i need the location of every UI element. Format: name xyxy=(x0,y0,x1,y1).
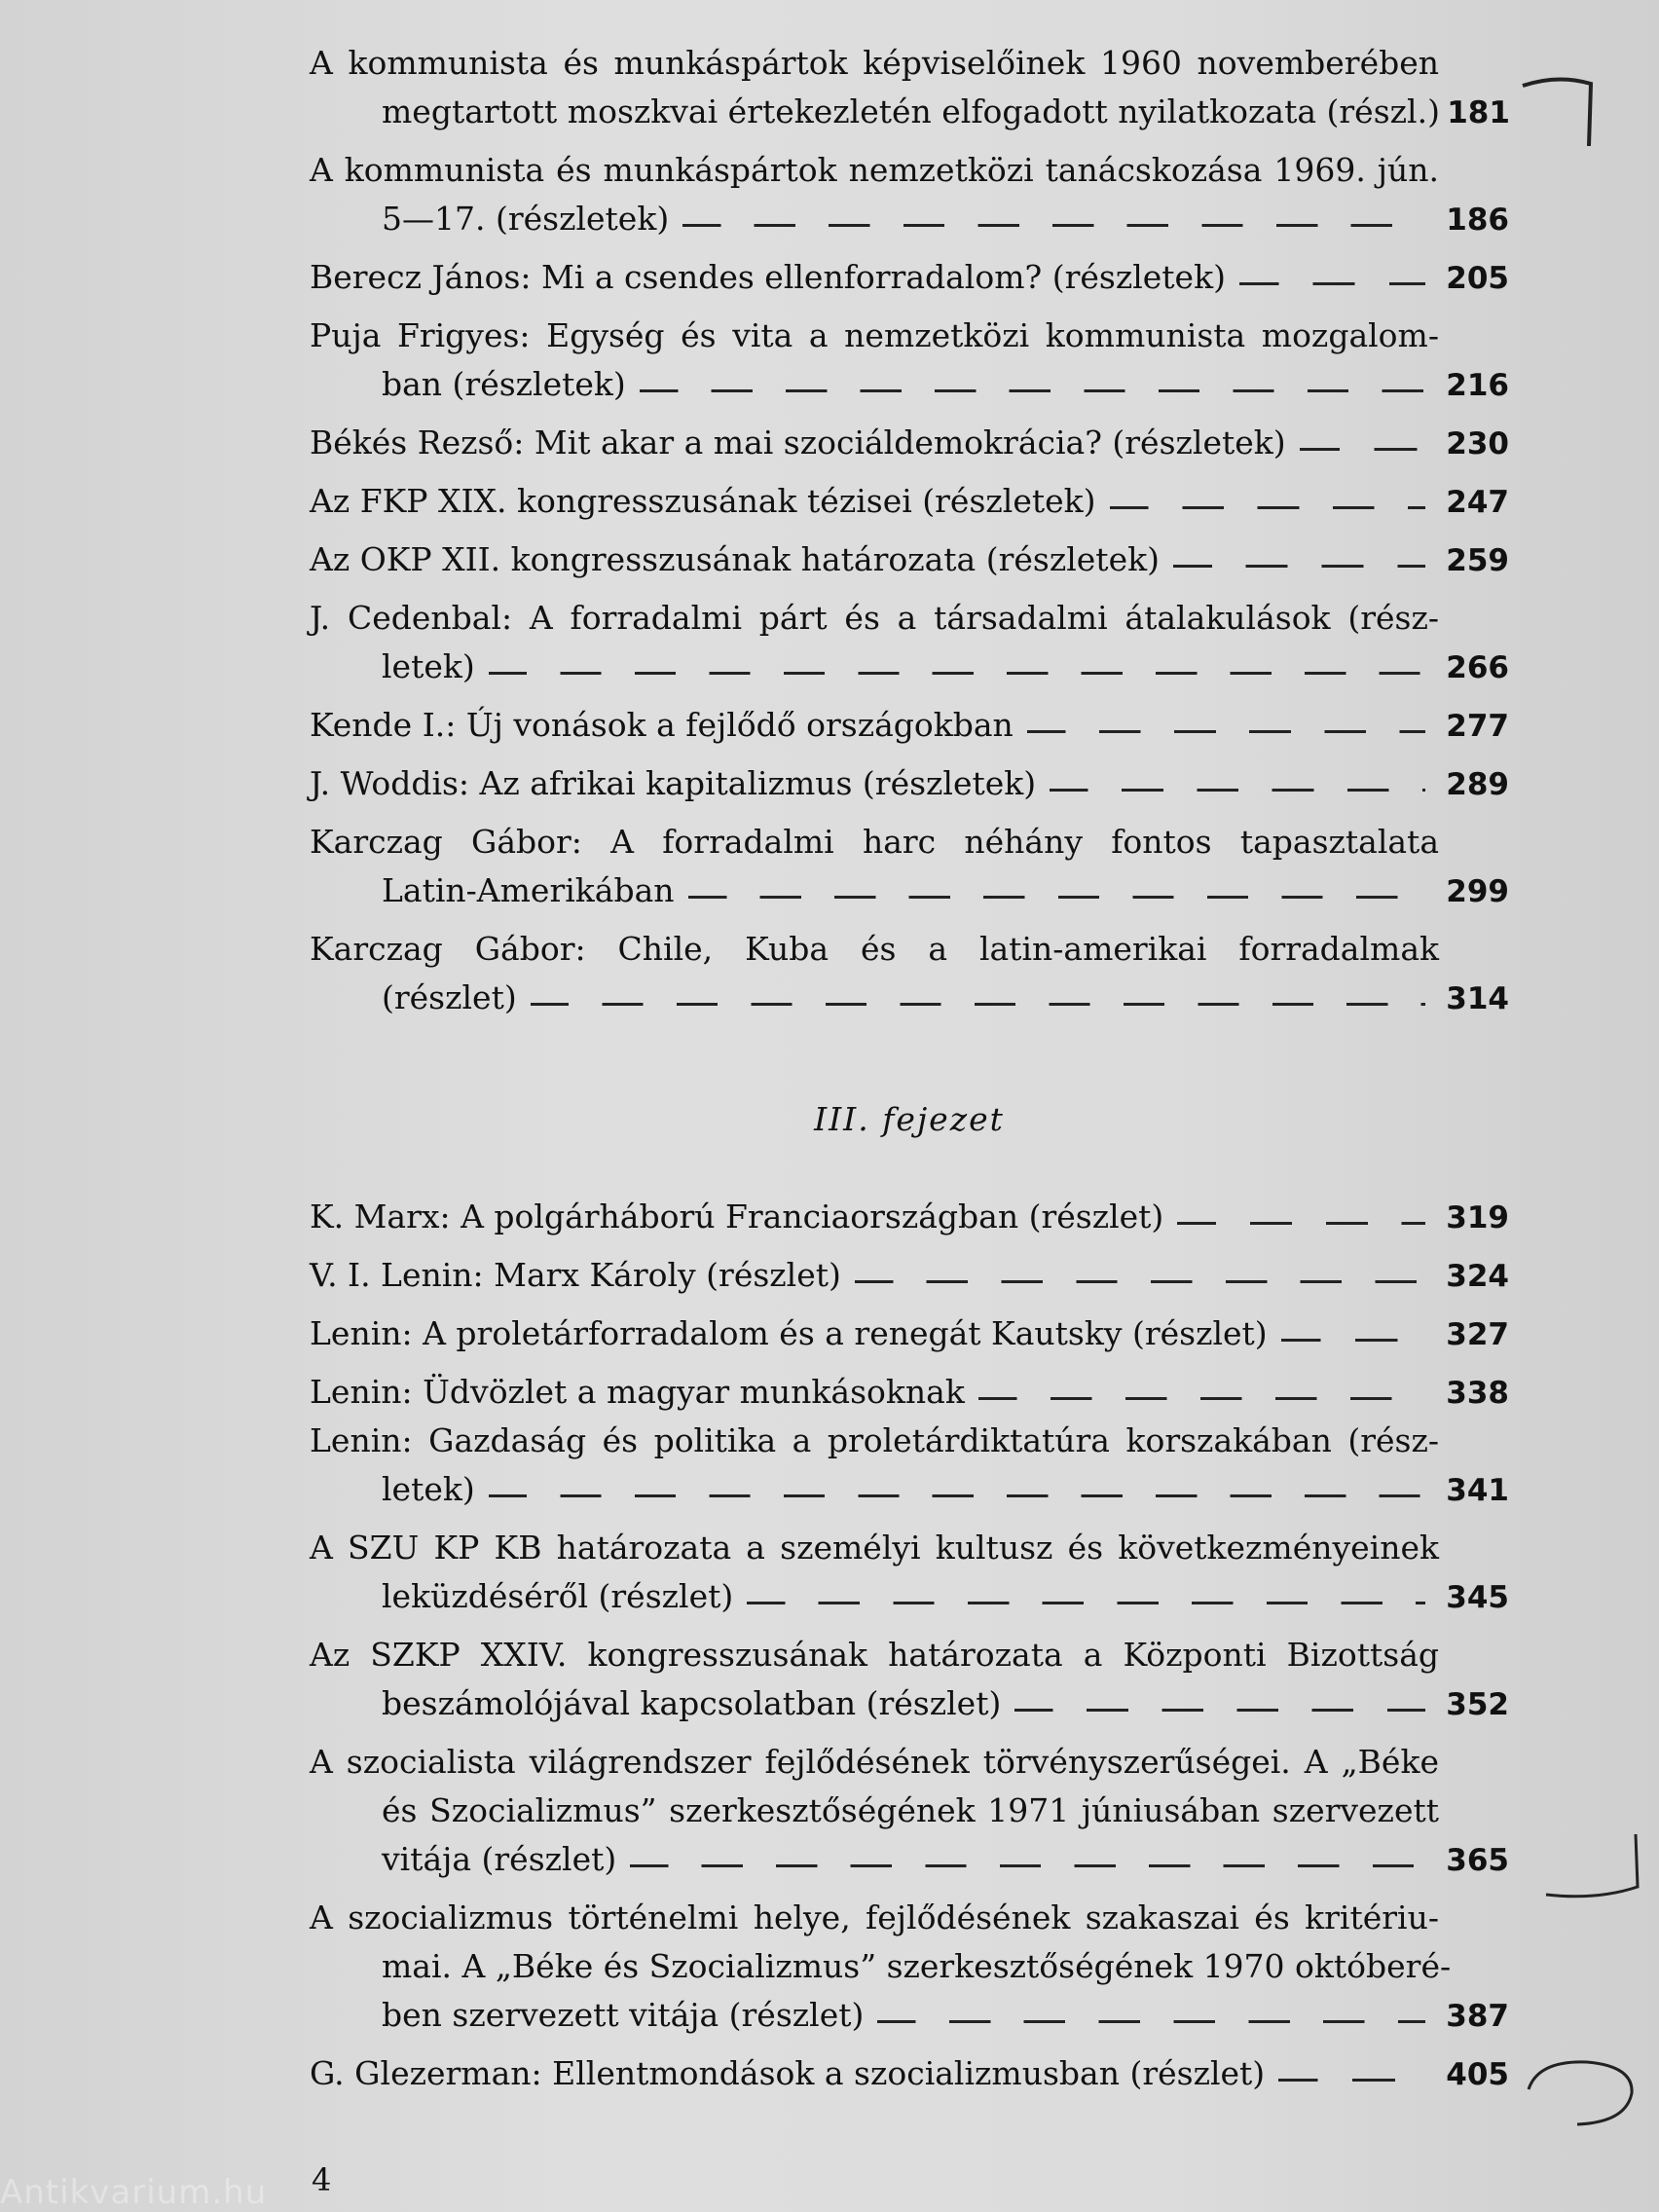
toc-page-number: 277 xyxy=(1446,709,1509,744)
toc-entry-line xyxy=(310,1465,1509,1514)
toc-entry-text: Latin-Amerikában xyxy=(382,871,675,909)
toc-entry xyxy=(310,594,1509,691)
toc-entry xyxy=(310,535,1509,584)
leader-dashes xyxy=(531,1003,1425,1006)
toc-page-number: 289 xyxy=(1446,767,1509,802)
toc-page-number: 205 xyxy=(1446,261,1509,296)
toc-entry xyxy=(310,1894,1509,2040)
toc-page-number: 299 xyxy=(1446,874,1509,909)
toc-entry-line xyxy=(310,701,1509,750)
toc-entry-text: letek) xyxy=(382,647,475,685)
toc-entry-text: Lenin: Üdvözlet a magyar munkásoknak xyxy=(310,1373,965,1411)
leader-dashes xyxy=(1278,2079,1425,2082)
toc-entry-line xyxy=(310,818,1509,866)
leader-dashes xyxy=(877,2020,1425,2023)
toc-page-number: 405 xyxy=(1446,2057,1509,2092)
toc-entry-text: K. Marx: A polgárháború Franciaországban (részlet) xyxy=(310,1198,1164,1235)
leader-dashes xyxy=(1239,282,1425,285)
toc-entry xyxy=(310,419,1509,467)
toc-entry-text: mai. A „Béke és Szocializmus” szerkesztőségének 1970 októberé- xyxy=(382,1947,1452,1985)
toc-page-number: 247 xyxy=(1446,485,1509,520)
toc-entry xyxy=(310,1368,1509,1417)
toc-entry xyxy=(310,39,1509,136)
toc-entry-text: és Szocializmus” szerkesztőségének 1971 júniusában szervezett xyxy=(382,1791,1439,1829)
toc-entry-line xyxy=(310,1251,1509,1300)
toc-page-number: 181 xyxy=(1447,95,1510,130)
leader-dashes xyxy=(1014,1709,1425,1712)
toc-entry-text: Berecz János: Mi a csendes ellenforradalom? (részletek) xyxy=(310,258,1226,296)
toc-entry-text: A SZU KP KB határozata a személyi kultusz és következményeinek xyxy=(310,1529,1439,1567)
toc-entry-line xyxy=(310,1368,1509,1417)
toc-entry-text: letek) xyxy=(382,1470,475,1508)
leader-dashes xyxy=(489,672,1425,675)
leader-dashes xyxy=(1281,1339,1425,1342)
toc-entry-line xyxy=(310,1991,1509,2040)
pen-circle-mark-405 xyxy=(1519,2054,1645,2132)
leader-dashes xyxy=(1050,789,1425,792)
leader-dashes xyxy=(682,224,1425,227)
page-number: 4 xyxy=(312,2161,332,2198)
toc-entry-text: A kommunista és munkáspártok nemzetközi tanácskozása 1969. jún. xyxy=(310,151,1439,189)
toc-entry-line xyxy=(310,1894,1509,1942)
toc-entry xyxy=(310,1524,1509,1621)
toc-page-number: 338 xyxy=(1446,1376,1509,1411)
toc-entry-line xyxy=(310,39,1509,88)
toc-entry-text: J. Woddis: Az afrikai kapitalizmus (részletek) xyxy=(310,764,1037,802)
toc-entry-text: A szocializmus történelmi helye, fejlődésének szakaszai és kritériu- xyxy=(310,1899,1439,1936)
toc-page-number: 230 xyxy=(1446,426,1509,461)
toc-page-number: 327 xyxy=(1446,1317,1509,1352)
toc-entry-text: Puja Frigyes: Egység és vita a nemzetközi kommunista mozgalom- xyxy=(310,316,1439,354)
leader-dashes xyxy=(688,896,1425,899)
section-heading: III. fejezet xyxy=(814,1100,1005,1138)
toc-page-number: 314 xyxy=(1446,981,1509,1016)
toc-entry-text: Lenin: Gazdaság és politika a proletárdiktatúra korszakában (rész- xyxy=(310,1421,1439,1459)
toc-entry-text: Az FKP XIX. kongresszusának tézisei (részletek) xyxy=(310,482,1096,520)
toc-entry-text: ben szervezett vitája (részlet) xyxy=(382,1996,865,2034)
toc-entry-line xyxy=(310,1942,1509,1991)
toc-entry-text: Karczag Gábor: A forradalmi harc néhány fontos tapasztalata xyxy=(310,823,1439,861)
toc-entry-line xyxy=(310,925,1509,974)
toc-entry-line xyxy=(310,1679,1509,1728)
leader-dashes xyxy=(1173,565,1425,568)
leader-dashes xyxy=(978,1397,1425,1400)
toc-entry-line xyxy=(310,146,1509,195)
toc-page-number: 319 xyxy=(1446,1200,1509,1235)
pen-bracket-mark-365 xyxy=(1538,1830,1645,1918)
leader-dashes xyxy=(1027,730,1425,733)
toc-entry xyxy=(310,818,1509,915)
toc-entry-line xyxy=(310,535,1509,584)
toc-entry xyxy=(310,2049,1509,2098)
toc-entry-line xyxy=(310,1572,1509,1621)
toc-entry-line xyxy=(310,759,1509,808)
toc-entry-line xyxy=(310,253,1509,302)
toc-entry xyxy=(310,925,1509,1022)
toc-entry-text: A kommunista és munkáspártok képviselőinek 1960 novemberében xyxy=(310,44,1439,82)
toc-entry-line xyxy=(310,477,1509,526)
toc-entry-text: vitája (részlet) xyxy=(382,1840,617,1878)
toc-entry xyxy=(310,146,1509,243)
leader-dashes xyxy=(630,1864,1425,1867)
toc-entry-text: J. Cedenbal: A forradalmi párt és a társadalmi átalakulások (rész- xyxy=(310,599,1439,637)
toc-entry-line xyxy=(310,1631,1509,1679)
toc-entry-line xyxy=(310,594,1509,643)
leader-dashes xyxy=(1177,1222,1425,1225)
toc-part-2 xyxy=(310,39,1509,1022)
toc-entry-line xyxy=(310,2049,1509,2098)
pen-bracket-mark-top xyxy=(1519,68,1597,156)
toc-entry-line xyxy=(310,1309,1509,1358)
toc-entry-line xyxy=(310,195,1509,243)
toc-page-number: 345 xyxy=(1446,1580,1509,1615)
toc-entry-text: ban (részletek) xyxy=(382,365,626,403)
toc-page-number: 352 xyxy=(1446,1687,1509,1722)
toc-entry xyxy=(310,701,1509,750)
toc-entry-text: Az OKP XII. kongresszusának határozata (részletek) xyxy=(310,540,1160,578)
toc-entry xyxy=(310,759,1509,808)
toc-page-number: 341 xyxy=(1446,1473,1509,1508)
toc-entry-line xyxy=(310,1787,1509,1835)
toc-entry-line xyxy=(310,974,1509,1022)
toc-entry-text: Az SZKP XXIV. kongresszusának határozata a Központi Bizottság xyxy=(310,1636,1439,1674)
leader-dashes xyxy=(1110,506,1425,509)
toc-entry-line xyxy=(310,643,1509,691)
toc-entry-text: Lenin: A proletárforradalom és a renegát Kautsky (részlet) xyxy=(310,1314,1268,1352)
toc-entry-line xyxy=(310,1835,1509,1884)
toc-entry-text: 5—17. (részletek) xyxy=(382,200,670,238)
table-of-contents xyxy=(310,39,1509,2108)
toc-entry xyxy=(310,477,1509,526)
leader-dashes xyxy=(1300,448,1425,451)
toc-entry-line xyxy=(310,88,1509,136)
toc-entry-text: V. I. Lenin: Marx Károly (részlet) xyxy=(310,1256,841,1294)
toc-entry-text: Kende I.: Új vonások a fejlődő országokban xyxy=(310,706,1014,744)
leader-dashes xyxy=(855,1280,1425,1283)
toc-page-number: 324 xyxy=(1446,1259,1509,1294)
toc-entry-line xyxy=(310,360,1509,409)
toc-entry xyxy=(310,1417,1509,1514)
toc-page-number: 266 xyxy=(1446,650,1509,685)
toc-entry-text: Békés Rezső: Mit akar a mai szociáldemokrácia? (részletek) xyxy=(310,424,1286,461)
toc-entry-text: megtartott moszkvai értekezletén elfogadott nyilatkozata (részl.) xyxy=(382,92,1440,130)
watermark: Antikvarium.hu xyxy=(0,2173,268,2212)
toc-entry-line xyxy=(310,1524,1509,1572)
toc-entry-line xyxy=(310,1193,1509,1241)
toc-page-number: 365 xyxy=(1446,1843,1509,1878)
toc-entry-text: leküzdéséről (részlet) xyxy=(382,1577,734,1615)
toc-entry-line xyxy=(310,866,1509,915)
toc-page-number: 259 xyxy=(1446,543,1509,578)
toc-entry-line xyxy=(310,1738,1509,1787)
toc-entry xyxy=(310,253,1509,302)
toc-entry xyxy=(310,1251,1509,1300)
toc-entry-line xyxy=(310,1417,1509,1465)
toc-page-number: 186 xyxy=(1446,203,1509,238)
leader-dashes xyxy=(489,1494,1425,1497)
toc-entry-line xyxy=(310,419,1509,467)
toc-entry-text: Karczag Gábor: Chile, Kuba és a latin-amerikai forradalmak xyxy=(310,930,1439,968)
toc-entry xyxy=(310,312,1509,409)
toc-entry xyxy=(310,1309,1509,1358)
toc-entry-text: (részlet) xyxy=(382,978,517,1016)
toc-entry-text: beszámolójával kapcsolatban (részlet) xyxy=(382,1684,1002,1722)
toc-entry xyxy=(310,1631,1509,1728)
toc-entry-line xyxy=(310,312,1509,360)
toc-page-number: 387 xyxy=(1446,1999,1509,2034)
toc-entry xyxy=(310,1193,1509,1241)
toc-part-3 xyxy=(310,1193,1509,2098)
toc-entry-text: G. Glezerman: Ellentmondások a szocializmusban (részlet) xyxy=(310,2054,1266,2092)
leader-dashes xyxy=(640,389,1425,392)
toc-page-number: 216 xyxy=(1446,368,1509,403)
toc-entry-text: A szocialista világrendszer fejlődésének törvényszerűségei. A „Béke xyxy=(310,1743,1439,1781)
toc-entry xyxy=(310,1738,1509,1884)
leader-dashes xyxy=(747,1602,1425,1604)
